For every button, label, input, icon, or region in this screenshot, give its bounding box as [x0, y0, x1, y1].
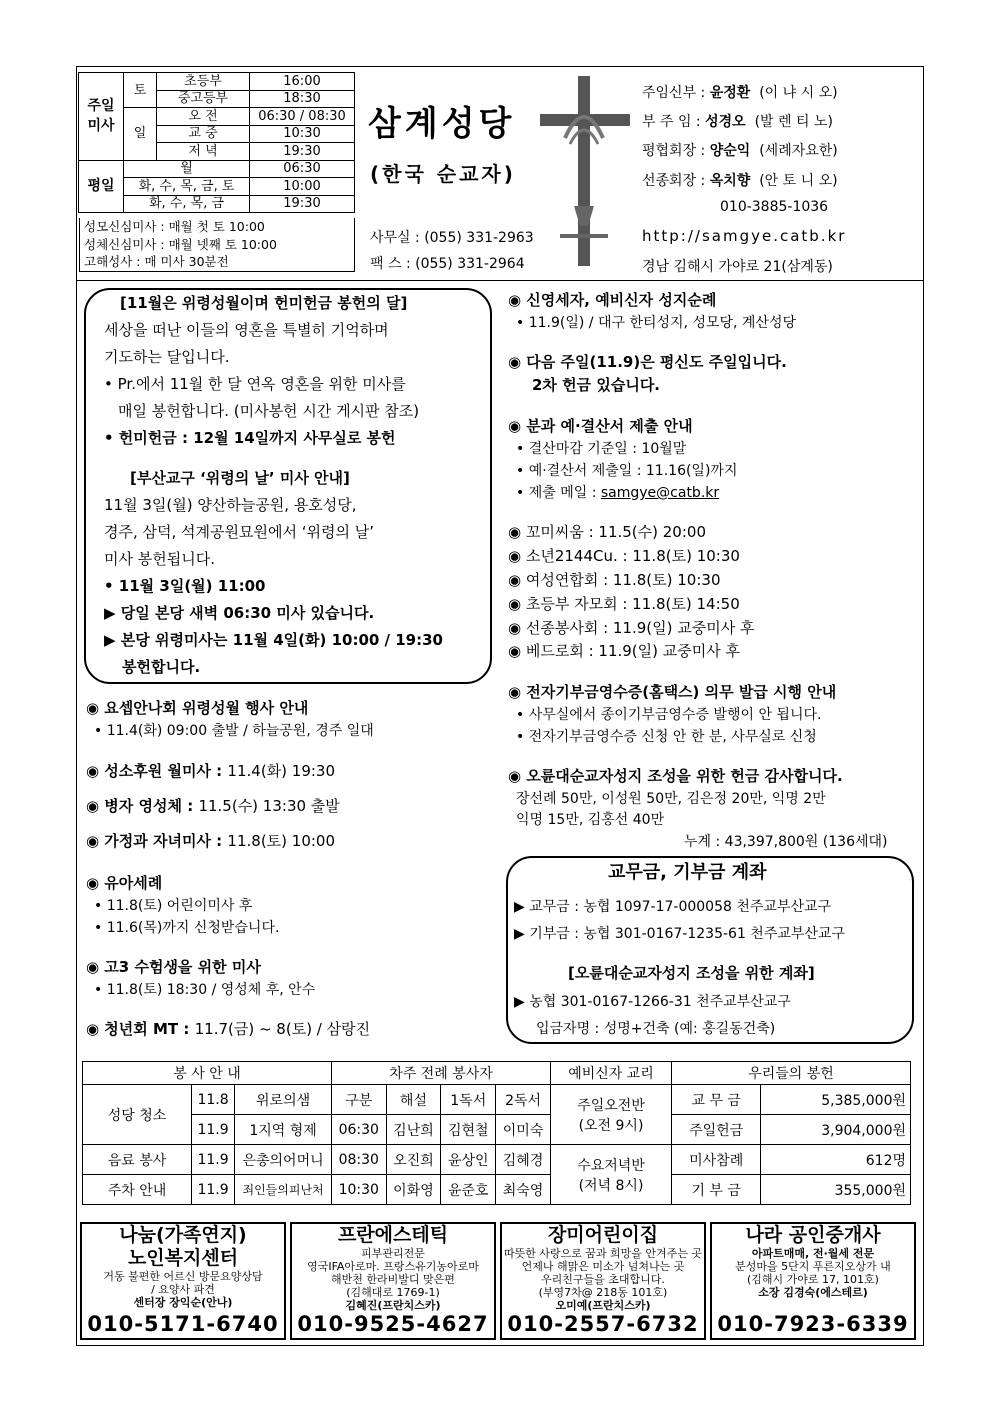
- ad-line: 소장 김경숙(에스테르): [758, 1286, 868, 1299]
- sunday-mass-label: 주일 미사: [79, 73, 124, 161]
- notice-sub: • 11.8(토) 어린이미사 후: [94, 898, 253, 914]
- mass-row-time: 16:00: [250, 73, 355, 91]
- cell: 해설: [386, 1085, 441, 1115]
- cell: 1지역 형제: [235, 1115, 332, 1145]
- cell: 윤준호: [441, 1175, 496, 1205]
- mass-row-name: 화, 수, 목, 금, 토: [124, 178, 250, 196]
- class-morning: 주일오전반 (오전 9시): [551, 1085, 672, 1145]
- notice-item: ◉ 고3 수험생을 위한 미사: [86, 958, 261, 976]
- ad-name: 프란에스테틱: [337, 1224, 449, 1246]
- ad-line: 센터장 장익순(안나): [133, 1296, 233, 1309]
- fax-number: 팩 스 : (055) 331-2964: [370, 256, 525, 272]
- account-line: ▶ 기부금 : 농협 301-0167-1235-61 천주교부산교구: [514, 926, 845, 942]
- box-title: [11월은 위령성월이며 헌미헌금 봉헌의 달]: [120, 294, 408, 312]
- cell: 11.9: [192, 1145, 235, 1175]
- mass-note: 고해성사 : 매 미사 30분전: [84, 254, 229, 269]
- mass-row-name: 오 전: [157, 108, 250, 126]
- mass-row-name: 초등부: [157, 73, 250, 91]
- notice-item: ◉ 유아세례: [86, 874, 163, 892]
- church-title: 삼계성당: [368, 104, 516, 144]
- cell: 11.9: [192, 1115, 235, 1145]
- meeting-item: ◉ 베드로회 : 11.9(일) 교중미사 후: [508, 642, 740, 660]
- tax-line: • 전자기부금영수증 신청 안 한 분, 사무실로 신청: [516, 729, 817, 745]
- cell: 최숙영: [496, 1175, 551, 1205]
- header-divider: [76, 280, 924, 281]
- ad-phone: 010-2557-6732: [507, 1312, 699, 1336]
- cell: 2독서: [496, 1085, 551, 1115]
- cell: 기 부 금: [672, 1175, 761, 1205]
- ad-line: / 요양사 파견: [151, 1283, 215, 1296]
- staff-pastor: 주임신부 : 윤정환 (이 냐 시 오): [642, 85, 838, 101]
- mass-row-time: 10:30: [250, 125, 355, 143]
- account-box: [506, 856, 914, 1044]
- box-line: 기도하는 달입니다.: [104, 348, 230, 366]
- mass-row-time: 19:30: [250, 195, 355, 213]
- mass-row-name: 월: [124, 160, 250, 178]
- meeting-item: ◉ 여성연합회 : 11.8(토) 10:30: [508, 571, 721, 589]
- budget-line: • 결산마감 기준일 : 10월말: [516, 441, 687, 457]
- box-line: 매일 봉헌합니다. (미사봉헌 시간 게시판 참조): [118, 402, 420, 420]
- thanks-total: 누계 : 43,397,800원 (136세대): [684, 834, 888, 850]
- service-table: [82, 1061, 911, 1205]
- church-address: 경남 김해시 가야로 21(삼계동): [642, 259, 833, 275]
- mass-row-time: 10:00: [250, 178, 355, 196]
- ad-line: 해반천 한라비발디 맞은편: [331, 1273, 455, 1286]
- ad-line: (부영7차@ 218동 101호): [538, 1286, 668, 1299]
- cell: 은총의어머니: [235, 1145, 332, 1175]
- box-line: ▶ 본당 위령미사는 11월 4일(화) 10:00 / 19:30: [104, 631, 443, 649]
- ad-line: 분성마을 5단지 푸른지오상가 내: [735, 1260, 891, 1273]
- thanks-heading: ◉ 오륜대순교자성지 조성을 위한 헌금 감사합니다.: [508, 767, 843, 785]
- box-line: ▶ 당일 본당 새벽 06:30 미사 있습니다.: [104, 604, 375, 622]
- account-line: ▶ 농협 301-0167-1266-31 천주교부산교구: [514, 994, 791, 1010]
- box-line: 11월 3일(월) 양산하늘공원, 용호성당,: [104, 496, 357, 514]
- account-title: 교무금, 기부금 계좌: [608, 862, 767, 883]
- ad-phone: 010-7923-6339: [717, 1312, 909, 1336]
- cell: 주일헌금: [672, 1115, 761, 1145]
- saturday-label: 토: [124, 73, 157, 108]
- church-subtitle: (한국 순교자): [370, 162, 516, 186]
- cell: 11.8: [192, 1085, 235, 1115]
- notice-sub: • 11.8(토) 18:30 / 영성체 후, 안수: [94, 982, 316, 998]
- service-header: 봉 사 안 내: [83, 1062, 332, 1085]
- ad-line: 거동 불편한 어르신 방문요양상담: [103, 1270, 263, 1283]
- mass-notes: [79, 218, 355, 272]
- budget-line: • 예·결산서 제출일 : 11.16(일)까지: [516, 463, 738, 479]
- ad-line: 오미예(프란치스카): [555, 1299, 651, 1312]
- cell: 3,904,000원: [761, 1115, 911, 1145]
- mass-note: 성모신심미사 : 매월 첫 토 10:00: [84, 219, 265, 234]
- meeting-item: ◉ 초등부 자모회 : 11.8(토) 14:50: [508, 595, 740, 613]
- cell: 이미숙: [496, 1115, 551, 1145]
- cell: 김난희: [386, 1115, 441, 1145]
- cell: 06:30: [332, 1115, 387, 1145]
- staff-associate: 부 주 임 : 성경오 (발 렌 티 노): [642, 114, 833, 130]
- mass-row-time: 06:30: [250, 160, 355, 178]
- cell: 이화영: [386, 1175, 441, 1205]
- pilgrimage-heading: ◉ 신영세자, 예비신자 성지순례: [508, 291, 717, 309]
- ad-line: 영국IFA아로마. 프랑스유기농아로마: [307, 1260, 479, 1273]
- mass-row-name: 중고등부: [157, 90, 250, 108]
- staff-council: 평협회장 : 양순익 (세례자요한): [642, 143, 838, 159]
- sunday-label: 일: [124, 108, 157, 161]
- mass-schedule-table: [78, 72, 355, 213]
- catechism-header: 예비신자 교리: [551, 1062, 672, 1085]
- offering-header: 우리들의 봉헌: [672, 1062, 911, 1085]
- church-url[interactable]: http://samgye.catb.kr: [642, 227, 847, 245]
- box-line: • 11월 3일(월) 11:00: [104, 577, 266, 595]
- cell: 김혜경: [496, 1145, 551, 1175]
- budget-line: • 제출 메일 : samgye@catb.kr: [516, 485, 720, 501]
- meeting-item: ◉ 소년2144Cu. : 11.8(토) 10:30: [508, 547, 740, 565]
- account-note: 입금자명 : 성명+건축 (예: 홍길동건축): [536, 1021, 776, 1037]
- ad-name: 나눔(가족연지): [119, 1224, 247, 1246]
- cell: 08:30: [332, 1145, 387, 1175]
- box-subtitle: [부산교구 ‘위령의 날’ 미사 안내]: [130, 469, 350, 487]
- notice-item: ◉ 병자 영성체 : 11.5(수) 13:30 출발: [86, 797, 340, 815]
- service-clean: 성당 청소: [83, 1085, 192, 1145]
- notice-item: ◉ 성소후원 월미사 : 11.4(화) 19:30: [86, 762, 336, 780]
- ad-line: 피부관리전문: [361, 1247, 425, 1260]
- cell: 오진희: [386, 1145, 441, 1175]
- mass-row-name: 화, 수, 목, 금: [124, 195, 250, 213]
- account-subtitle: [오륜대순교자성지 조성을 위한 계좌]: [568, 964, 815, 982]
- ad-esthetic: [290, 1222, 496, 1340]
- notice-item: ◉ 청년회 MT : 11.7(금) ~ 8(토) / 삼랑진: [86, 1020, 371, 1038]
- cell: 10:30: [332, 1175, 387, 1205]
- ad-daycare: [500, 1222, 706, 1340]
- ad-name: 나라 공인중개사: [745, 1224, 881, 1246]
- cell: 죄인들의피난처: [235, 1175, 332, 1205]
- ad-line: (김해대로 1769-1): [346, 1286, 440, 1299]
- ad-name: 장미어린이집: [547, 1224, 659, 1246]
- meeting-item: ◉ 꼬미씨움 : 11.5(수) 20:00: [508, 523, 706, 541]
- box-line: 세상을 떠난 이들의 영혼을 특별히 기억하며: [104, 321, 389, 339]
- cell: 1독서: [441, 1085, 496, 1115]
- mass-note: 성체신심미사 : 매월 넷째 토 10:00: [84, 236, 277, 252]
- box-line: 경주, 삼덕, 석계공원묘원에서 ‘위령의 날’: [104, 523, 374, 541]
- staff-funeral: 선종회장 : 옥치향 (안 토 니 오): [642, 173, 838, 189]
- tax-heading: ◉ 전자기부금영수증(홈택스) 의무 발급 시행 안내: [508, 683, 837, 701]
- ad-phone: 010-5171-6740: [87, 1312, 279, 1336]
- email-link[interactable]: samgye@catb.kr: [600, 485, 720, 501]
- account-line: ▶ 교무금 : 농협 1097-17-000058 천주교부산교구: [514, 899, 832, 915]
- cell: 교 무 금: [672, 1085, 761, 1115]
- cell: 구분: [332, 1085, 387, 1115]
- thanks-line: 익명 15만, 김홍선 40만: [516, 812, 665, 828]
- box-line: • 헌미헌금 : 12월 14일까지 사무실로 봉헌: [104, 429, 396, 447]
- cross-logo-icon: [540, 76, 630, 266]
- notice-item: ◉ 가정과 자녀미사 : 11.8(토) 10:00: [86, 832, 336, 850]
- office-phone: 사무실 : (055) 331-2963: [370, 230, 534, 246]
- cell: 11.9: [192, 1175, 235, 1205]
- notice-item: ◉ 요셉안나회 위령성월 행사 안내: [86, 699, 309, 717]
- mass-row-time: 19:30: [250, 143, 355, 161]
- mass-row-name: 저 녁: [157, 143, 250, 161]
- service-drink: 음료 봉사: [83, 1145, 192, 1175]
- tax-line: • 사무실에서 종이기부금영수증 발행이 안 됩니다.: [516, 707, 822, 723]
- liturgy-header: 차주 전례 봉사자: [332, 1062, 551, 1085]
- cell: 윤상인: [441, 1145, 496, 1175]
- box-line: • Pr.에서 11월 한 달 연옥 영혼을 위한 미사를: [104, 375, 406, 393]
- pilgrimage-detail: • 11.9(일) / 대구 한티성지, 성모당, 계산성당: [516, 315, 797, 331]
- cell: 미사참례: [672, 1145, 761, 1175]
- weekday-mass-label: 평일: [79, 160, 124, 213]
- ad-line: 따뜻한 사랑으로 꿈과 희망을 안겨주는 곳: [503, 1247, 703, 1260]
- staff-phone: 010-3885-1036: [720, 199, 829, 215]
- box-line: 미사 봉헌됩니다.: [104, 550, 215, 568]
- notice-sub: • 11.4(화) 09:00 출발 / 하늘공원, 경주 일대: [94, 723, 374, 739]
- thanks-line: 장선례 50만, 이성원 50만, 김은정 20만, 익명 2만: [516, 791, 826, 807]
- cell: 위로의샘: [235, 1085, 332, 1115]
- cell: 612명: [761, 1145, 911, 1175]
- ad-line: 김혜진(프란치스카): [345, 1299, 441, 1312]
- cell: 김현철: [441, 1115, 496, 1145]
- ad-realty: [710, 1222, 916, 1340]
- next-sunday-heading: ◉ 다음 주일(11.9)은 평신도 주일입니다.: [508, 353, 787, 371]
- ad-name: 노인복지센터: [127, 1247, 239, 1269]
- class-evening: 수요저녁반 (저녁 8시): [551, 1145, 672, 1205]
- next-sunday-line: 2차 헌금 있습니다.: [532, 376, 661, 394]
- ad-phone: 010-9525-4627: [297, 1312, 489, 1336]
- ad-line: (김해시 가야로 17, 101호): [747, 1273, 879, 1286]
- budget-heading: ◉ 분과 예·결산서 제출 안내: [508, 417, 693, 435]
- service-park: 주차 안내: [83, 1175, 192, 1205]
- ad-nursing-center: [80, 1222, 286, 1340]
- cell: 355,000원: [761, 1175, 911, 1205]
- notice-sub: • 11.6(목)까지 신청받습니다.: [94, 920, 280, 936]
- box-line: 봉헌합니다.: [122, 658, 201, 676]
- mass-row-time: 06:30 / 08:30: [250, 108, 355, 126]
- ad-line: 아파트매매, 전·월세 전문: [751, 1247, 875, 1260]
- meeting-item: ◉ 선종봉사회 : 11.9(일) 교중미사 후: [508, 619, 755, 637]
- mass-row-time: 18:30: [250, 90, 355, 108]
- ad-line: 우리친구들을 초대합니다.: [541, 1273, 665, 1286]
- mass-row-name: 교 중: [157, 125, 250, 143]
- ad-line: 언제나 해맑은 미소가 넘쳐나는 곳: [521, 1260, 685, 1273]
- cell: 5,385,000원: [761, 1085, 911, 1115]
